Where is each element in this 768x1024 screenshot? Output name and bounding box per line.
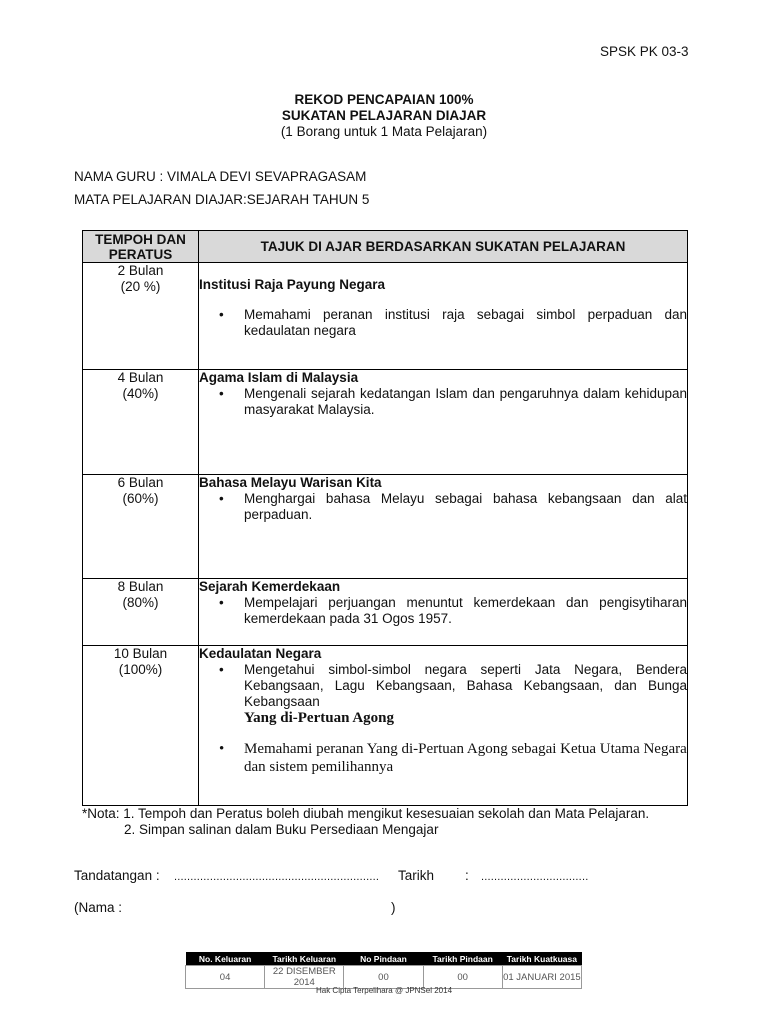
bullet-icon: • [219, 662, 224, 677]
period-months: 4 Bulan [117, 370, 164, 385]
name-label: (Nama : [74, 900, 123, 915]
note-line-2: 2. Simpan salinan dalam Buku Persediaan Mengajar [124, 822, 439, 837]
teacher-label: NAMA GURU : [74, 169, 164, 184]
page-title: REKOD PENCAPAIAN 100% [294, 92, 474, 107]
period-months: 6 Bulan [117, 475, 164, 490]
table-header-row [83, 231, 688, 263]
header-topic: TAJUK DI AJAR BERDASARKAN SUKATAN PELAJARAN [199, 231, 688, 263]
topic-cell [199, 475, 688, 579]
revision-header: Tarikh Pindaan [423, 952, 502, 966]
teacher-line [74, 169, 366, 184]
period-percent: (40%) [122, 386, 159, 401]
topic-bullet [219, 491, 687, 523]
period-percent: (20 %) [120, 279, 161, 294]
topic-title: Sejarah Kemerdekaan [199, 579, 341, 594]
table-row [83, 579, 688, 646]
revision-header: No Pindaan [344, 952, 423, 966]
revision-table [185, 952, 582, 989]
period-months: 8 Bulan [117, 579, 164, 594]
topic-cell [199, 579, 688, 646]
syllabus-table [82, 230, 688, 806]
bullet-icon: • [219, 491, 224, 506]
bullet-text: Mempelajari perjuangan menuntut kemerdekaan dan pengisytiharan kemerdekaan pada 31 Ogos 1957. [244, 595, 687, 626]
period-percent: (100%) [118, 662, 163, 677]
revision-value: 00 [344, 966, 423, 989]
topic-title: Kedaulatan Negara [199, 646, 322, 661]
date-colon: : [465, 868, 469, 883]
bullet-text: Mengetahui simbol-simbol negara seperti Jata Negara, Bendera Kebangsaan, Lagu Kebangsaan, Bahasa Kebangsaan, dan Bunga Kebangsaan [244, 662, 687, 709]
topic-bullet [219, 386, 687, 418]
topic-bullet [219, 307, 687, 339]
header-period: TEMPOH DAN PERATUS [83, 231, 199, 263]
table-row [83, 646, 688, 806]
period-percent: (80%) [122, 595, 159, 610]
copyright-notice: Hak Cipta Terpelihara @ JPNSel 2014 [315, 986, 453, 995]
bullet-text: Menghargai bahasa Melayu sebagai bahasa kebangsaan dan alat perpaduan. [244, 491, 687, 522]
topic-title: Agama Islam di Malaysia [199, 370, 359, 385]
bullet-icon: • [219, 741, 225, 757]
revision-header: Tarikh Kuatkuasa [502, 952, 581, 966]
period-cell [83, 579, 199, 646]
topic-cell [199, 263, 688, 370]
subject-label: MATA PELAJARAN DIAJAR: [74, 192, 247, 207]
subtopic-title: Yang di-Pertuan Agong [244, 710, 395, 726]
signature-label: Tandatangan : [74, 868, 160, 883]
bullet-text: Memahami peranan institusi raja sebagai simbol perpaduan dan kedaulatan negara [244, 307, 687, 338]
revision-value: 04 [186, 966, 265, 989]
bullet-text: Mengenali sejarah kedatangan Islam dan pengaruhnya dalam kehidupan masyarakat Malaysia. [244, 386, 687, 417]
period-percent: (60%) [122, 491, 159, 506]
period-cell [83, 646, 199, 806]
revision-value: 01 JANUARI 2015 [502, 966, 581, 989]
topic-cell [199, 646, 688, 806]
table-row [83, 263, 688, 370]
topic-title: Institusi Raja Payung Negara [199, 277, 386, 292]
revision-value: 22 DISEMBER 2014 [265, 966, 344, 989]
period-cell [83, 370, 199, 475]
revision-value: 00 [423, 966, 502, 989]
date-field: ................................. [481, 871, 589, 883]
bullet-icon: • [219, 386, 224, 401]
period-months: 10 Bulan [113, 646, 168, 661]
page-subtitle-note: (1 Borang untuk 1 Mata Pelajaran) [280, 124, 488, 139]
period-months: 2 Bulan [117, 263, 164, 278]
topic-bullet [219, 662, 687, 710]
date-label: Tarikh [398, 868, 435, 883]
table-row [83, 370, 688, 475]
table-row [83, 475, 688, 579]
subject-name: SEJARAH TAHUN 5 [246, 192, 370, 207]
page-subtitle: SUKATAN PELAJARAN DIAJAR [281, 108, 487, 123]
topic-bullet [219, 595, 687, 627]
topic-title: Bahasa Melayu Warisan Kita [199, 475, 382, 490]
topic-cell [199, 370, 688, 475]
period-cell [83, 475, 199, 579]
revision-header: No. Keluaran [186, 952, 265, 966]
revision-header: Tarikh Keluaran [265, 952, 344, 966]
note-line-1: *Nota: 1. Tempoh dan Peratus boleh diubah mengikut kesesuaian sekolah dan Mata Pelajaran. [82, 806, 650, 821]
bullet-text: Memahami peranan Yang di-Pertuan Agong sebagai Ketua Utama Negara dan sistem pemilihannya [244, 741, 687, 775]
revision-header-row [186, 952, 582, 966]
bullet-icon: • [219, 307, 224, 322]
signature-field: ............................................................... [174, 871, 380, 883]
period-cell [83, 263, 199, 370]
form-code: SPSK PK 03-3 [600, 44, 689, 59]
teacher-name: VIMALA DEVI SEVAPRAGASAM [167, 169, 367, 184]
name-close: ) [391, 900, 396, 915]
subject-line [74, 192, 369, 207]
bullet-icon: • [219, 595, 224, 610]
topic-bullet [219, 740, 687, 776]
